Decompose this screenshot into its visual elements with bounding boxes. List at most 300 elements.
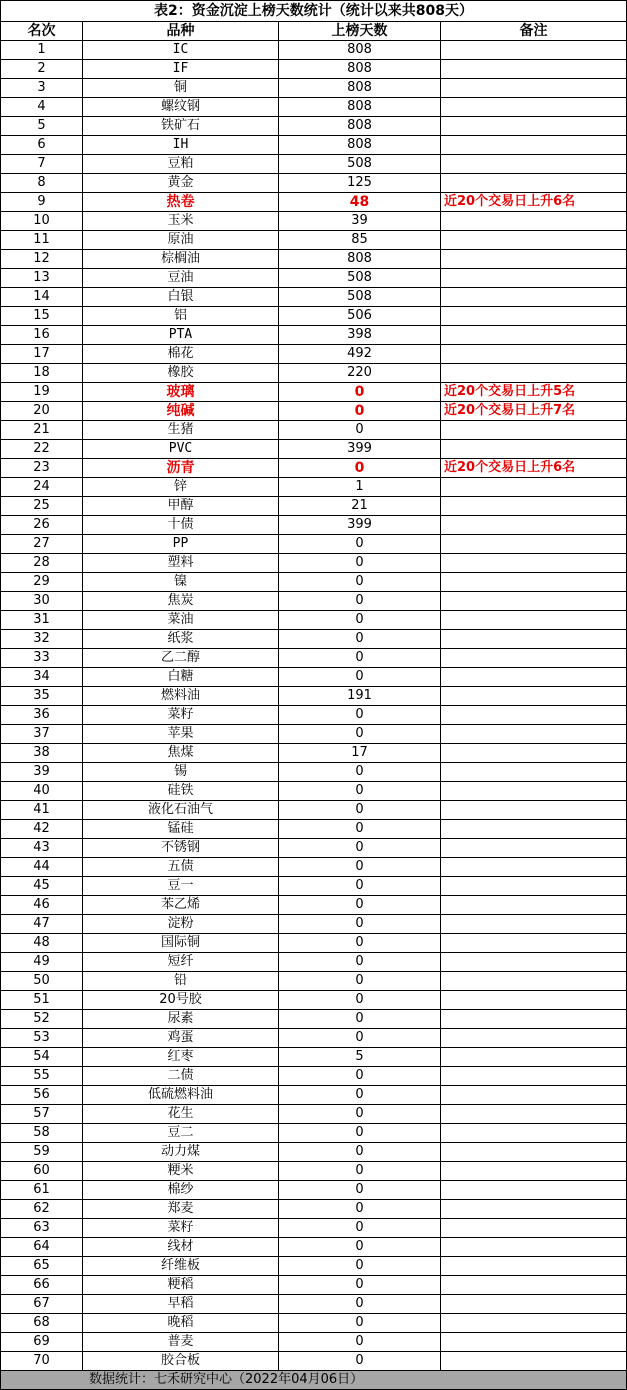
name-cell: 塑料 <box>83 554 279 573</box>
table-row <box>1 364 627 383</box>
name-cell: 棉花 <box>83 345 279 364</box>
rank-cell: 3 <box>1 79 83 98</box>
name-cell: 苯乙烯 <box>83 896 279 915</box>
note-cell <box>441 60 627 79</box>
table-row <box>1 1257 627 1276</box>
name-cell: 焦炭 <box>83 592 279 611</box>
table-row <box>1 630 627 649</box>
name-cell: 黄金 <box>83 174 279 193</box>
table-row <box>1 1295 627 1314</box>
rank-cell: 14 <box>1 288 83 307</box>
days-cell: 808 <box>279 79 441 98</box>
name-cell: 菜油 <box>83 611 279 630</box>
days-cell: 21 <box>279 497 441 516</box>
note-cell <box>441 41 627 60</box>
note-cell <box>441 877 627 896</box>
note-cell <box>441 535 627 554</box>
note-cell <box>441 1314 627 1333</box>
days-cell: 0 <box>279 1181 441 1200</box>
days-cell: 0 <box>279 1276 441 1295</box>
days-cell: 506 <box>279 307 441 326</box>
days-cell: 0 <box>279 1314 441 1333</box>
table-row <box>1 1067 627 1086</box>
name-cell: 苹果 <box>83 725 279 744</box>
days-cell: 0 <box>279 934 441 953</box>
note-cell <box>441 820 627 839</box>
days-cell: 0 <box>279 915 441 934</box>
rank-cell: 39 <box>1 763 83 782</box>
rank-cell: 11 <box>1 231 83 250</box>
days-cell: 0 <box>279 1295 441 1314</box>
name-cell: 豆一 <box>83 877 279 896</box>
table-row <box>1 136 627 155</box>
rank-cell: 45 <box>1 877 83 896</box>
note-cell <box>441 649 627 668</box>
name-cell: 二债 <box>83 1067 279 1086</box>
name-cell: 橡胶 <box>83 364 279 383</box>
table-row <box>1 991 627 1010</box>
table-row <box>1 155 627 174</box>
source-footer: 数据统计：七禾研究中心（2022年04月06日） <box>1 1371 627 1390</box>
note-cell <box>441 1086 627 1105</box>
rank-cell: 59 <box>1 1143 83 1162</box>
rank-cell: 56 <box>1 1086 83 1105</box>
note-cell <box>441 554 627 573</box>
table-row <box>1 763 627 782</box>
header-rank: 名次 <box>1 22 83 41</box>
rank-cell: 61 <box>1 1181 83 1200</box>
rank-cell: 53 <box>1 1029 83 1048</box>
note-cell <box>441 611 627 630</box>
table-row <box>1 1029 627 1048</box>
days-cell: 0 <box>279 1124 441 1143</box>
note-cell <box>441 668 627 687</box>
name-cell: 郑麦 <box>83 1200 279 1219</box>
note-cell <box>441 1257 627 1276</box>
note-cell <box>441 98 627 117</box>
note-cell <box>441 763 627 782</box>
rank-cell: 18 <box>1 364 83 383</box>
days-cell: 0 <box>279 782 441 801</box>
rank-cell: 16 <box>1 326 83 345</box>
rank-cell: 20 <box>1 402 83 421</box>
table-title: 表2：资金沉淀上榜天数统计（统计以来共808天） <box>1 1 627 22</box>
table-row <box>1 60 627 79</box>
rank-cell: 17 <box>1 345 83 364</box>
rank-cell: 13 <box>1 269 83 288</box>
days-cell: 0 <box>279 801 441 820</box>
days-cell: 0 <box>279 763 441 782</box>
days-cell: 508 <box>279 288 441 307</box>
table-row <box>1 858 627 877</box>
note-cell <box>441 706 627 725</box>
rank-cell: 69 <box>1 1333 83 1352</box>
name-cell: IH <box>83 136 279 155</box>
rank-cell: 21 <box>1 421 83 440</box>
rank-cell: 43 <box>1 839 83 858</box>
days-cell: 808 <box>279 41 441 60</box>
days-cell: 0 <box>279 1162 441 1181</box>
table-row <box>1 98 627 117</box>
rank-cell: 67 <box>1 1295 83 1314</box>
note-cell <box>441 155 627 174</box>
table-row <box>1 1162 627 1181</box>
note-cell <box>441 516 627 535</box>
rank-cell: 6 <box>1 136 83 155</box>
name-cell: 早稻 <box>83 1295 279 1314</box>
table-row <box>1 953 627 972</box>
note-cell <box>441 1048 627 1067</box>
days-cell: 399 <box>279 440 441 459</box>
days-cell: 0 <box>279 991 441 1010</box>
note-cell <box>441 1200 627 1219</box>
name-cell: 硅铁 <box>83 782 279 801</box>
table-row <box>1 820 627 839</box>
days-cell: 191 <box>279 687 441 706</box>
name-cell: 鸡蛋 <box>83 1029 279 1048</box>
rank-cell: 35 <box>1 687 83 706</box>
table-row <box>1 592 627 611</box>
name-cell: 玉米 <box>83 212 279 231</box>
name-cell: IC <box>83 41 279 60</box>
name-cell: 花生 <box>83 1105 279 1124</box>
note-cell <box>441 839 627 858</box>
table-row <box>1 269 627 288</box>
rank-cell: 12 <box>1 250 83 269</box>
note-cell <box>441 687 627 706</box>
note-cell: 近20个交易日上升7名 <box>441 402 627 421</box>
rank-cell: 60 <box>1 1162 83 1181</box>
table-row <box>1 1333 627 1352</box>
days-cell: 0 <box>279 554 441 573</box>
name-cell: 焦煤 <box>83 744 279 763</box>
name-cell: 原油 <box>83 231 279 250</box>
rank-cell: 5 <box>1 117 83 136</box>
table-row <box>1 212 627 231</box>
days-cell: 0 <box>279 896 441 915</box>
days-cell: 0 <box>279 535 441 554</box>
rank-cell: 51 <box>1 991 83 1010</box>
days-cell: 808 <box>279 60 441 79</box>
note-cell <box>441 1333 627 1352</box>
note-cell <box>441 630 627 649</box>
note-cell <box>441 1143 627 1162</box>
days-cell: 0 <box>279 421 441 440</box>
table-row <box>1 326 627 345</box>
note-cell <box>441 269 627 288</box>
name-cell: 粳米 <box>83 1162 279 1181</box>
table-row <box>1 744 627 763</box>
rank-cell: 7 <box>1 155 83 174</box>
rank-cell: 9 <box>1 193 83 212</box>
name-cell: 燃料油 <box>83 687 279 706</box>
days-cell: 0 <box>279 402 441 421</box>
note-cell <box>441 478 627 497</box>
name-cell: 锌 <box>83 478 279 497</box>
days-cell: 0 <box>279 611 441 630</box>
days-cell: 0 <box>279 1333 441 1352</box>
name-cell: 铅 <box>83 972 279 991</box>
rank-cell: 32 <box>1 630 83 649</box>
table-row <box>1 687 627 706</box>
table-row <box>1 1276 627 1295</box>
note-cell <box>441 1067 627 1086</box>
note-cell <box>441 972 627 991</box>
name-cell: 乙二醇 <box>83 649 279 668</box>
note-cell <box>441 440 627 459</box>
name-cell: 20号胶 <box>83 991 279 1010</box>
rank-cell: 44 <box>1 858 83 877</box>
days-cell: 0 <box>279 1029 441 1048</box>
table-row <box>1 497 627 516</box>
table-row <box>1 1048 627 1067</box>
name-cell: 生猪 <box>83 421 279 440</box>
days-cell: 808 <box>279 136 441 155</box>
header-row <box>1 22 627 41</box>
note-cell <box>441 896 627 915</box>
days-cell: 0 <box>279 725 441 744</box>
days-cell: 0 <box>279 1067 441 1086</box>
rank-cell: 66 <box>1 1276 83 1295</box>
table-row <box>1 383 627 402</box>
rank-cell: 42 <box>1 820 83 839</box>
table-row <box>1 459 627 478</box>
note-cell <box>441 1010 627 1029</box>
name-cell: 低硫燃料油 <box>83 1086 279 1105</box>
note-cell <box>441 1238 627 1257</box>
rank-cell: 36 <box>1 706 83 725</box>
note-cell <box>441 801 627 820</box>
rank-cell: 65 <box>1 1257 83 1276</box>
rank-cell: 4 <box>1 98 83 117</box>
note-cell <box>441 1124 627 1143</box>
days-cell: 0 <box>279 459 441 478</box>
rank-cell: 31 <box>1 611 83 630</box>
note-cell <box>441 231 627 250</box>
rank-cell: 22 <box>1 440 83 459</box>
name-cell: 铁矿石 <box>83 117 279 136</box>
days-cell: 85 <box>279 231 441 250</box>
rank-cell: 33 <box>1 649 83 668</box>
table-row <box>1 1010 627 1029</box>
note-cell <box>441 953 627 972</box>
rank-cell: 27 <box>1 535 83 554</box>
note-cell <box>441 934 627 953</box>
rank-cell: 10 <box>1 212 83 231</box>
note-cell <box>441 1276 627 1295</box>
table-row <box>1 972 627 991</box>
rank-cell: 41 <box>1 801 83 820</box>
note-cell <box>441 858 627 877</box>
days-cell: 0 <box>279 1105 441 1124</box>
table-row <box>1 782 627 801</box>
rank-cell: 63 <box>1 1219 83 1238</box>
note-cell <box>441 212 627 231</box>
days-cell: 0 <box>279 706 441 725</box>
table-row <box>1 915 627 934</box>
days-cell: 125 <box>279 174 441 193</box>
rank-cell: 48 <box>1 934 83 953</box>
days-cell: 39 <box>279 212 441 231</box>
note-cell <box>441 915 627 934</box>
table-row <box>1 649 627 668</box>
rank-cell: 8 <box>1 174 83 193</box>
note-cell: 近20个交易日上升6名 <box>441 459 627 478</box>
rank-cell: 47 <box>1 915 83 934</box>
table-row <box>1 193 627 212</box>
days-cell: 808 <box>279 250 441 269</box>
table-row <box>1 516 627 535</box>
table-row <box>1 288 627 307</box>
rank-cell: 70 <box>1 1352 83 1371</box>
table-row <box>1 896 627 915</box>
rank-cell: 46 <box>1 896 83 915</box>
name-cell: PP <box>83 535 279 554</box>
note-cell <box>441 782 627 801</box>
name-cell: 线材 <box>83 1238 279 1257</box>
name-cell: 胶合板 <box>83 1352 279 1371</box>
days-cell: 1 <box>279 478 441 497</box>
note-cell <box>441 117 627 136</box>
rank-cell: 23 <box>1 459 83 478</box>
rank-cell: 15 <box>1 307 83 326</box>
note-cell <box>441 991 627 1010</box>
days-cell: 0 <box>279 383 441 402</box>
note-cell <box>441 345 627 364</box>
note-cell <box>441 1105 627 1124</box>
header-note: 备注 <box>441 22 627 41</box>
rank-cell: 30 <box>1 592 83 611</box>
name-cell: 纸浆 <box>83 630 279 649</box>
days-cell: 0 <box>279 1143 441 1162</box>
name-cell: 十债 <box>83 516 279 535</box>
rank-cell: 34 <box>1 668 83 687</box>
name-cell: 短纤 <box>83 953 279 972</box>
days-cell: 0 <box>279 668 441 687</box>
days-cell: 0 <box>279 1200 441 1219</box>
note-cell <box>441 421 627 440</box>
rank-cell: 26 <box>1 516 83 535</box>
table-row <box>1 1314 627 1333</box>
name-cell: 菜籽 <box>83 706 279 725</box>
note-cell <box>441 725 627 744</box>
days-cell: 0 <box>279 820 441 839</box>
header-days: 上榜天数 <box>279 22 441 41</box>
days-cell: 0 <box>279 858 441 877</box>
name-cell: 棕榈油 <box>83 250 279 269</box>
days-cell: 808 <box>279 117 441 136</box>
name-cell: 沥青 <box>83 459 279 478</box>
name-cell: 白银 <box>83 288 279 307</box>
name-cell: 豆油 <box>83 269 279 288</box>
table-row <box>1 1124 627 1143</box>
rank-cell: 25 <box>1 497 83 516</box>
name-cell: 镍 <box>83 573 279 592</box>
days-cell: 508 <box>279 269 441 288</box>
days-cell: 0 <box>279 877 441 896</box>
rank-cell: 52 <box>1 1010 83 1029</box>
rank-cell: 2 <box>1 60 83 79</box>
table-row <box>1 554 627 573</box>
table-row <box>1 307 627 326</box>
name-cell: PVC <box>83 440 279 459</box>
table-row <box>1 478 627 497</box>
table-row <box>1 839 627 858</box>
note-cell <box>441 1029 627 1048</box>
table-row <box>1 725 627 744</box>
name-cell: 不锈钢 <box>83 839 279 858</box>
rank-cell: 38 <box>1 744 83 763</box>
rank-cell: 50 <box>1 972 83 991</box>
note-cell <box>441 326 627 345</box>
table-row <box>1 41 627 60</box>
title-row <box>1 1 627 22</box>
note-cell <box>441 573 627 592</box>
table-row <box>1 402 627 421</box>
rank-cell: 28 <box>1 554 83 573</box>
note-cell <box>441 497 627 516</box>
note-cell <box>441 1162 627 1181</box>
note-cell <box>441 364 627 383</box>
footer-row <box>1 1371 627 1390</box>
table-row <box>1 573 627 592</box>
note-cell <box>441 744 627 763</box>
rank-cell: 19 <box>1 383 83 402</box>
name-cell: 晚稻 <box>83 1314 279 1333</box>
days-cell: 17 <box>279 744 441 763</box>
rank-cell: 1 <box>1 41 83 60</box>
name-cell: 豆二 <box>83 1124 279 1143</box>
table-row <box>1 1238 627 1257</box>
name-cell: 纯碱 <box>83 402 279 421</box>
days-cell: 5 <box>279 1048 441 1067</box>
name-cell: 菜籽 <box>83 1219 279 1238</box>
table-row <box>1 345 627 364</box>
note-cell <box>441 288 627 307</box>
days-cell: 0 <box>279 1257 441 1276</box>
days-cell: 0 <box>279 972 441 991</box>
header-name: 品种 <box>83 22 279 41</box>
note-cell <box>441 79 627 98</box>
days-cell: 220 <box>279 364 441 383</box>
note-cell: 近20个交易日上升5名 <box>441 383 627 402</box>
days-cell: 0 <box>279 839 441 858</box>
name-cell: 液化石油气 <box>83 801 279 820</box>
days-cell: 508 <box>279 155 441 174</box>
name-cell: 普麦 <box>83 1333 279 1352</box>
name-cell: 红枣 <box>83 1048 279 1067</box>
days-cell: 398 <box>279 326 441 345</box>
rank-cell: 57 <box>1 1105 83 1124</box>
note-cell <box>441 307 627 326</box>
table-row <box>1 535 627 554</box>
note-cell <box>441 1181 627 1200</box>
days-cell: 399 <box>279 516 441 535</box>
name-cell: 国际铜 <box>83 934 279 953</box>
rank-cell: 40 <box>1 782 83 801</box>
name-cell: 铝 <box>83 307 279 326</box>
rank-cell: 49 <box>1 953 83 972</box>
days-cell: 0 <box>279 592 441 611</box>
name-cell: 甲醇 <box>83 497 279 516</box>
table-row <box>1 79 627 98</box>
note-cell <box>441 1352 627 1371</box>
days-cell: 0 <box>279 573 441 592</box>
days-cell: 0 <box>279 1238 441 1257</box>
table-row <box>1 1200 627 1219</box>
name-cell: 粳稻 <box>83 1276 279 1295</box>
table-row <box>1 117 627 136</box>
